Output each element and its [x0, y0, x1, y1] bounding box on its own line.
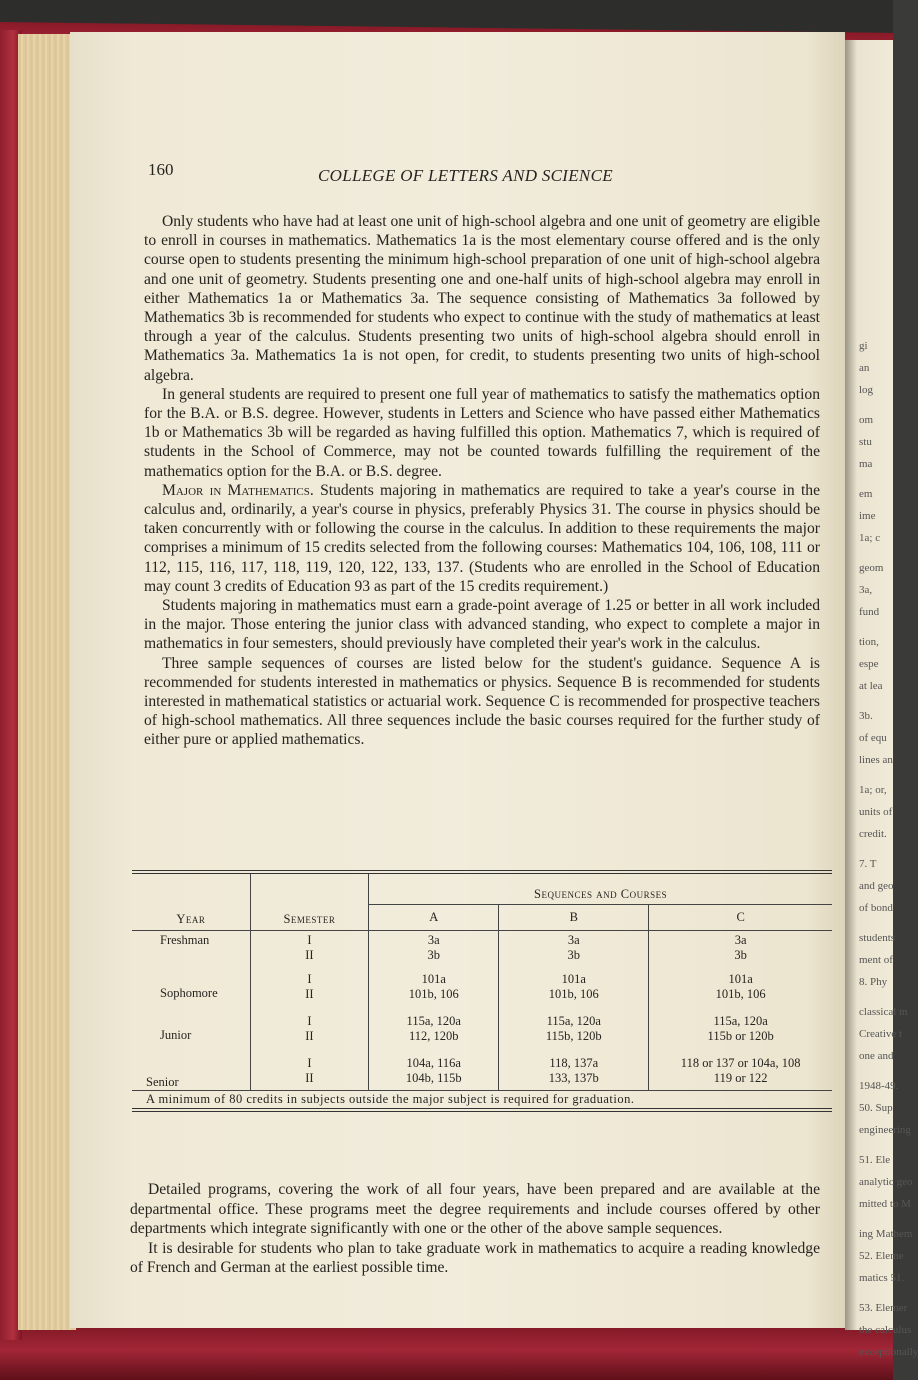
semester-2: II — [305, 1029, 314, 1043]
seq-a-cell: 101a — [421, 972, 446, 986]
paragraph-languages: It is desirable for students who plan to take graduate work in mathematics to acquire a reading knowledge of French and German at the earliest possible time. — [130, 1239, 820, 1276]
facing-page-fragment: 51. Ele — [859, 1154, 891, 1166]
facing-page-fragment: 1a; c — [859, 532, 881, 544]
facing-page-fragment: geom — [859, 562, 884, 574]
body-text-bottom — [130, 1180, 820, 1278]
facing-page-fragment: tion, — [859, 636, 879, 648]
facing-page-fragment: om — [859, 414, 874, 426]
facing-page-fragment: ime — [859, 510, 876, 522]
facing-page-fragment: mitted to M — [859, 1198, 911, 1210]
col-c-header: C — [736, 909, 745, 924]
sequences-group-header: Sequences and Courses — [534, 886, 668, 901]
body-text-top — [144, 212, 820, 750]
seq-b-cell: 101a — [561, 972, 586, 986]
facing-page-fragment: matics 51. — [859, 1272, 905, 1284]
facing-page-fragment: the calculus — [859, 1324, 912, 1336]
semester-1: I — [307, 932, 312, 947]
seq-b-cell: 133, 137b — [548, 1071, 599, 1085]
facing-page-fragment: 7. T — [859, 858, 877, 870]
col-year-header: Year — [176, 911, 206, 926]
paragraph-sequences: Three sample sequences of courses are listed below for the student's guidance. Sequence A is recommended for students interested in mathematics or physics. Sequence B is recommended for students interested in mathematical statistics or actuarial work. Sequence C is recommended for prospective teachers of high-school mathematics. All three sequences include the basic courses required for the further study of either pure or applied mathematics. — [144, 654, 820, 749]
facing-page-fragment: analytic geo — [859, 1176, 913, 1188]
semester-1: I — [307, 1056, 312, 1070]
paragraph-grade-point: Students majoring in mathematics must earn a grade-point average of 1.25 or better in all work included in the major. Those entering the junior class with advanced standing, who expect to complete a major in mathematics in four semesters, should previously have completed their year's work in the calculus. — [144, 597, 820, 653]
facing-page-fragment: of equ — [859, 732, 887, 744]
facing-page-fragment: at lea — [859, 680, 883, 692]
seq-a-cell: 115a, 120a — [406, 1014, 461, 1028]
col-semester-header: Semester — [283, 911, 336, 926]
seq-c-cell: 115b or 120b — [707, 1029, 774, 1043]
facing-page-fragment: classical m — [859, 1006, 908, 1018]
facing-page-fragment: one and — [859, 1050, 894, 1062]
seq-c-cell: 115a, 120a — [713, 1014, 768, 1028]
facing-page-fragment: exceptionally — [859, 1346, 918, 1358]
page-stack — [18, 34, 76, 1330]
facing-page-fragment: students — [859, 932, 896, 944]
facing-page-fragment: em — [859, 488, 873, 500]
seq-a-cell: 104b, 115b — [405, 1071, 462, 1085]
seq-b-cell: 115a, 120a — [546, 1014, 601, 1028]
major-text: Students majoring in mathematics are required to take a year's course in the calculus and, ordinarily, a year's course in physics, preferably Physics 31. The course in physics should be taken concurrently with or following the course in the calculus. In addition to these requirements the major comprises a minimum of 15 credits selected from the following courses: Mathematics 104, 106, 108, 111 or 112, 115, 116, 117, 118, 119, 120, 122, 133, 137. (Students who are enrolled in the School of Education may count 3 credits of Education 93 as part of the 15 credits requirement.) — [144, 481, 820, 595]
seq-c-cell: 3a — [734, 932, 747, 947]
facing-page-fragment: engineering — [859, 1124, 911, 1136]
seq-a-cell: 112, 120b — [408, 1029, 459, 1043]
seq-a-cell: 101b, 106 — [408, 987, 459, 1001]
seq-b-cell: 101b, 106 — [548, 987, 599, 1001]
facing-page-fragment: ment of — [859, 954, 893, 966]
facing-page-fragment: espe — [859, 658, 879, 670]
facing-page-fragment: units of — [859, 806, 893, 818]
facing-page-fragment: ma — [859, 458, 873, 470]
facing-page-fragment: log — [859, 384, 874, 396]
seq-a-cell: 3a — [427, 932, 440, 947]
table-row — [132, 930, 832, 972]
seq-c-cell: 101a — [728, 972, 753, 986]
book-edge-bottom — [0, 1320, 893, 1380]
col-b-header: B — [569, 909, 578, 924]
seq-b-cell: 3a — [567, 932, 580, 947]
paragraph-math-option: In general students are required to present one full year of mathematics to satisfy the mathematics option for the B.A. or B.S. degree. However, students in Letters and Science who have passed either Mathematics 1b or Mathematics 3b will be regarded as having fulfilled this option. Mathematics 7, which is required of students in the School of Commerce, may not be counted towards fulfilling the requirement of the mathematics option for the B.A. or B.S. degree. — [144, 385, 820, 480]
year-cell: Junior — [160, 1027, 192, 1042]
table-bottom-rule — [132, 1108, 832, 1112]
seq-b-cell: 115b, 120b — [545, 1029, 602, 1043]
running-title: COLLEGE OF LETTERS AND SCIENCE — [318, 166, 613, 185]
paragraph-prerequisites: Only students who have had at least one unit of high-school algebra and one unit of geometry are eligible to enroll in courses in mathematics. Mathematics 1a is the most elementary course offered and is the only course open to students presenting the minimum high-school preparation of one unit of high-school algebra and one unit of geometry. Students presenting one and one-half units of high-school algebra may enroll in either Mathematics 1a or Mathematics 3a. The sequence consisting of Mathematics 3a followed by Mathematics 3b is recommended for students who expect to continue with the study of mathematics at least through a year of the calculus. Students presenting two units of high-school algebra should enroll in Mathematics 3a. Mathematics 1a is not open, for credit, to students presenting two units of high-school algebra. — [144, 213, 820, 384]
seq-c-cell: 119 or 122 — [713, 1071, 768, 1085]
seq-a-cell: 3b — [427, 947, 440, 962]
facing-page-fragment: an — [859, 362, 870, 374]
table-footnote: A minimum of 80 credits in subjects outside the major subject is required for graduation. — [132, 1090, 832, 1108]
paragraph-major — [144, 481, 820, 596]
major-heading: Major in Mathematics. — [162, 481, 314, 499]
seq-b-cell: 118, 137a — [549, 1056, 599, 1070]
facing-page-fragment: 3a, — [859, 584, 873, 596]
col-a-header: A — [429, 909, 439, 924]
facing-page-fragment: credit. — [859, 828, 887, 840]
facing-page-fragment: lines an — [859, 754, 893, 766]
table-row — [132, 972, 832, 1014]
seq-a-cell: 104a, 116a — [406, 1056, 461, 1070]
year-cell: Senior — [146, 1074, 179, 1089]
facing-page-fragment: 1948-49. — [859, 1080, 899, 1092]
facing-page-fragment: 8. Phy — [859, 976, 888, 988]
table-row — [132, 1056, 832, 1090]
facing-page-fragment: 53. Elemer — [859, 1302, 908, 1314]
semester-2: II — [305, 947, 314, 962]
year-cell: Freshman — [160, 932, 210, 947]
year-cell: Sophomore — [160, 985, 218, 1000]
facing-page-fragment: 52. Eleme — [859, 1250, 904, 1262]
table-row — [132, 1014, 832, 1056]
semester-1: I — [307, 972, 312, 986]
seq-c-cell: 118 or 137 or 104a, 108 — [680, 1056, 801, 1070]
page-number: 160 — [148, 160, 174, 179]
facing-page-fragment: and geo — [859, 880, 894, 892]
seq-c-cell: 101b, 106 — [715, 987, 766, 1001]
seq-c-cell: 3b — [734, 947, 747, 962]
seq-b-cell: 3b — [567, 947, 581, 962]
facing-page — [845, 40, 918, 1358]
facing-page-fragment: 1a; or, — [859, 784, 887, 796]
facing-page-fragment: fund — [859, 606, 880, 618]
sequences-table — [132, 870, 832, 1112]
semester-2: II — [305, 1071, 314, 1085]
facing-page-fragment: of bond — [859, 902, 893, 914]
semester-2: II — [305, 987, 314, 1001]
semester-1: I — [307, 1014, 312, 1028]
facing-page-fragment: gi — [859, 340, 868, 352]
facing-page-fragment: stu — [859, 436, 872, 448]
facing-page-fragment: ing Mathem — [859, 1228, 913, 1240]
paragraph-detailed-programs: Detailed programs, covering the work of all four years, have been prepared and are available at the departmental office. These programs meet the degree requirements and include courses offered by other departments which integrate significantly with one or the other of the above sample sequences. — [130, 1181, 820, 1237]
facing-page-fragment: 3b. — [859, 710, 873, 722]
facing-page-fragment: Creative t — [859, 1028, 903, 1040]
facing-page-fragment: 50. Sup — [859, 1102, 893, 1114]
